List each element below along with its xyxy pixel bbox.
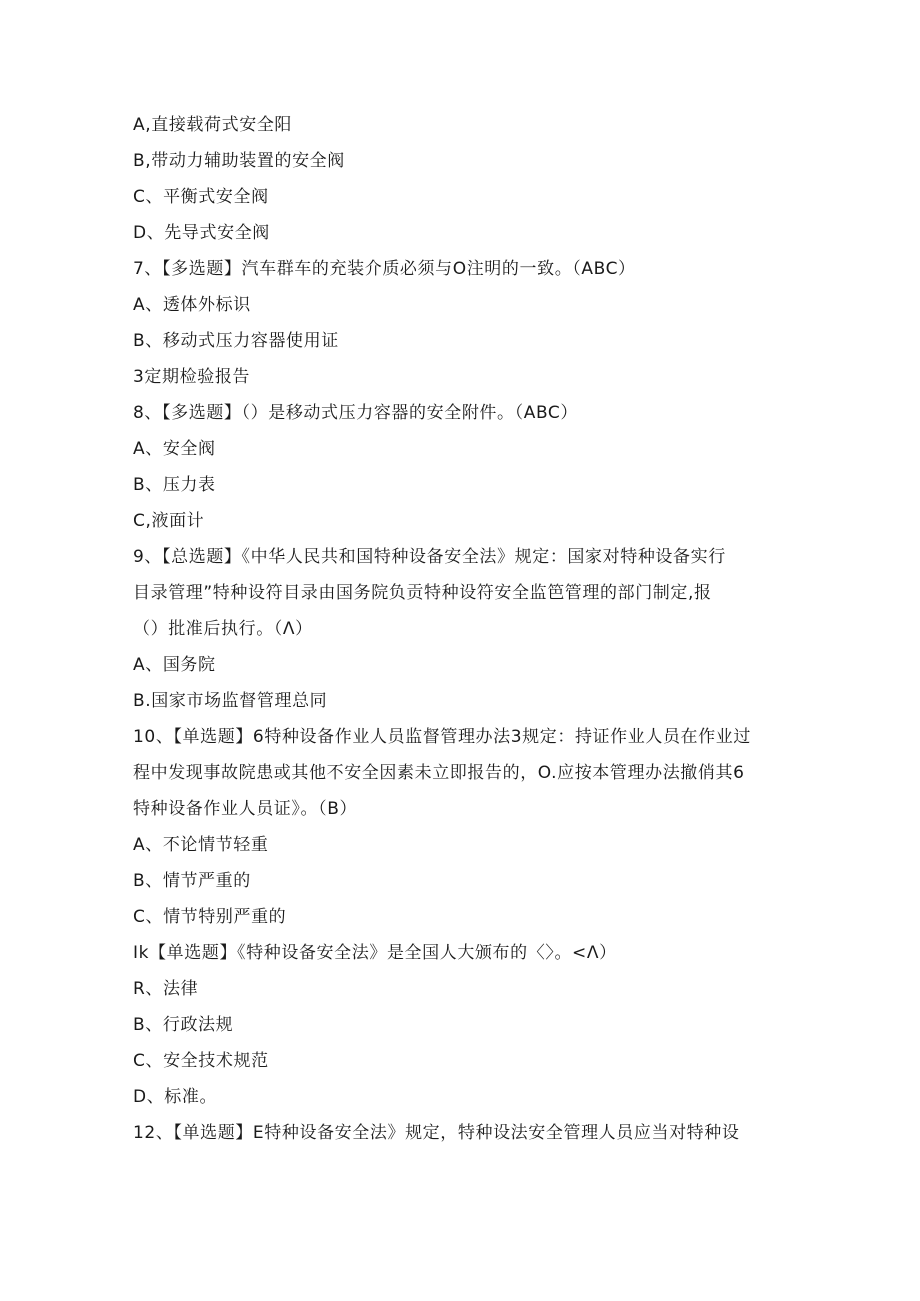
option-line: B、情节严重的 (133, 871, 251, 891)
option-line: A,直接载荷式安全阳 (133, 115, 293, 135)
question-line: 12、【单选题】E特种设备安全法》规定，特种设法安全管理人员应当对特种设 (133, 1123, 740, 1143)
option-line: B,带动力辅助装置的安全阀 (133, 151, 345, 171)
question-line: 特种设备作业人员证》。（B） (133, 799, 358, 819)
option-line: C、情节特别严重的 (133, 907, 287, 927)
question-line: 目录管理”特种设符目录由国务院负贡特种设符安全监笆管理的部门制定,报 (133, 583, 712, 603)
option-line: R、法律 (133, 979, 199, 999)
question-line: 9、【总选题】《中华人民共和国特种设备安全法》规定：国家对特种设备实行 (133, 547, 726, 567)
question-line: （）批准后执行。（Λ） (133, 619, 313, 639)
option-line: A、安全阀 (133, 439, 216, 459)
question-line: Ik【单选题】《特种设备安全法》是全国人大颁布的〈〉。<Λ） (133, 943, 617, 963)
question-line: 程中发现事故院患或其他不安全因素未立即报告的，O.应按本管理办法撤俏其6 (133, 763, 745, 783)
option-line: D、先导式安全阀 (133, 223, 270, 243)
option-line: B.国家市场监督管理总同 (133, 691, 328, 711)
option-line: A、国务院 (133, 655, 216, 675)
question-line: 7、【多选题】汽车群车的充装介质必须与O注明的一致。（ABC） (133, 259, 636, 279)
question-line: 8、【多选题】（）是移动式压力容器的安全附件。（ABC） (133, 403, 578, 423)
option-line: A、透体外标识 (133, 295, 251, 315)
option-line: C、平衡式安全阀 (133, 187, 269, 207)
option-line: B、压力表 (133, 475, 216, 495)
option-line: C、安全技术规范 (133, 1051, 269, 1071)
option-line: D、标准。 (133, 1087, 218, 1107)
option-line: C,液面计 (133, 511, 205, 531)
option-line: B、移动式压力容器使用证 (133, 331, 339, 351)
option-line: 3定期检验报告 (133, 367, 251, 387)
option-line: A、不论情节轻重 (133, 835, 269, 855)
option-line: B、行政法规 (133, 1015, 234, 1035)
question-line: 10、【单选题】6特种设备作业人员监督管理办法3规定：持证作业人员在作业过 (133, 727, 751, 747)
